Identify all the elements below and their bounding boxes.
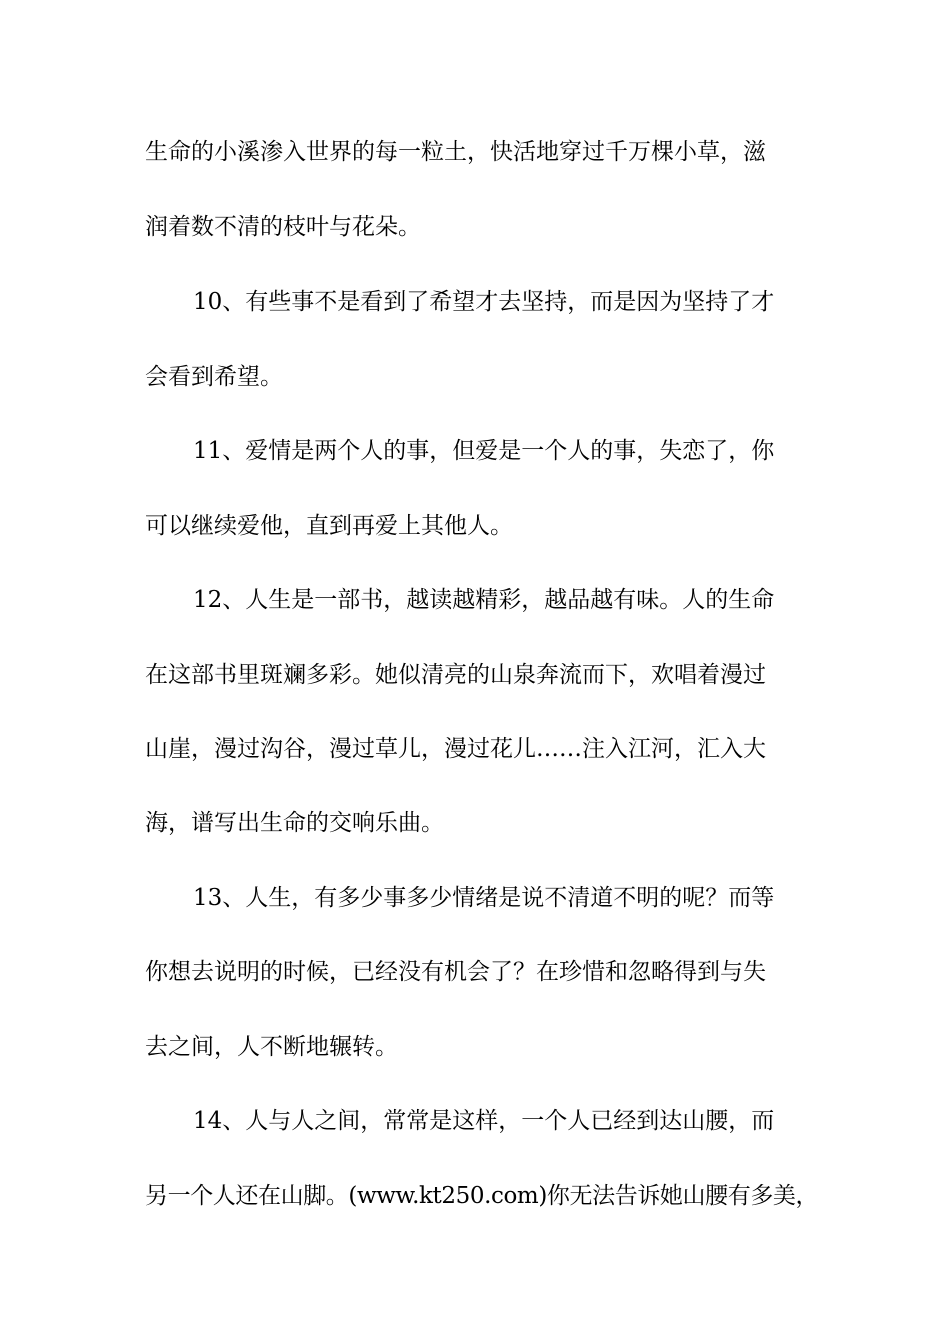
text-line: 海，谱写出生命的交响乐曲。 [145, 810, 444, 836]
text-line: 去之间，人不断地辗转。 [145, 1034, 398, 1060]
paragraph-start-line: 10、有些事不是看到了希望才去坚持，而是因为坚持了才 [193, 289, 775, 315]
text-line: 在这部书里斑斓多彩。她似清亮的山泉奔流而下，欢唱着漫过 [145, 662, 766, 688]
text-line: 山崖，漫过沟谷，漫过草儿，漫过花儿……注入江河，汇入大 [145, 736, 766, 762]
paragraph-start-line: 13、人生，有多少事多少情绪是说不清道不明的呢？而等 [193, 885, 775, 911]
paragraph-start-line: 11、爱情是两个人的事，但爱是一个人的事，失恋了，你 [193, 438, 775, 464]
text-line: 润着数不清的枝叶与花朵。 [145, 214, 421, 240]
paragraph-start-line: 12、人生是一部书，越读越精彩，越品越有味。人的生命 [193, 587, 775, 613]
text-line: 会看到希望。 [145, 364, 283, 390]
text-line: 你想去说明的时候，已经没有机会了？在珍惜和忽略得到与失 [145, 959, 766, 985]
paragraph-start-line: 14、人与人之间，常常是这样，一个人已经到达山腰，而 [193, 1108, 775, 1134]
document-page [145, 0, 819, 1344]
text-line: 生命的小溪渗入世界的每一粒土，快活地穿过千万棵小草，滋 [145, 139, 766, 165]
text-line: 可以继续爱他，直到再爱上其他人。 [145, 513, 513, 539]
text-line: 另一个人还在山脚。(www.kt250.com)你无法告诉她山腰有多美， [145, 1183, 819, 1209]
